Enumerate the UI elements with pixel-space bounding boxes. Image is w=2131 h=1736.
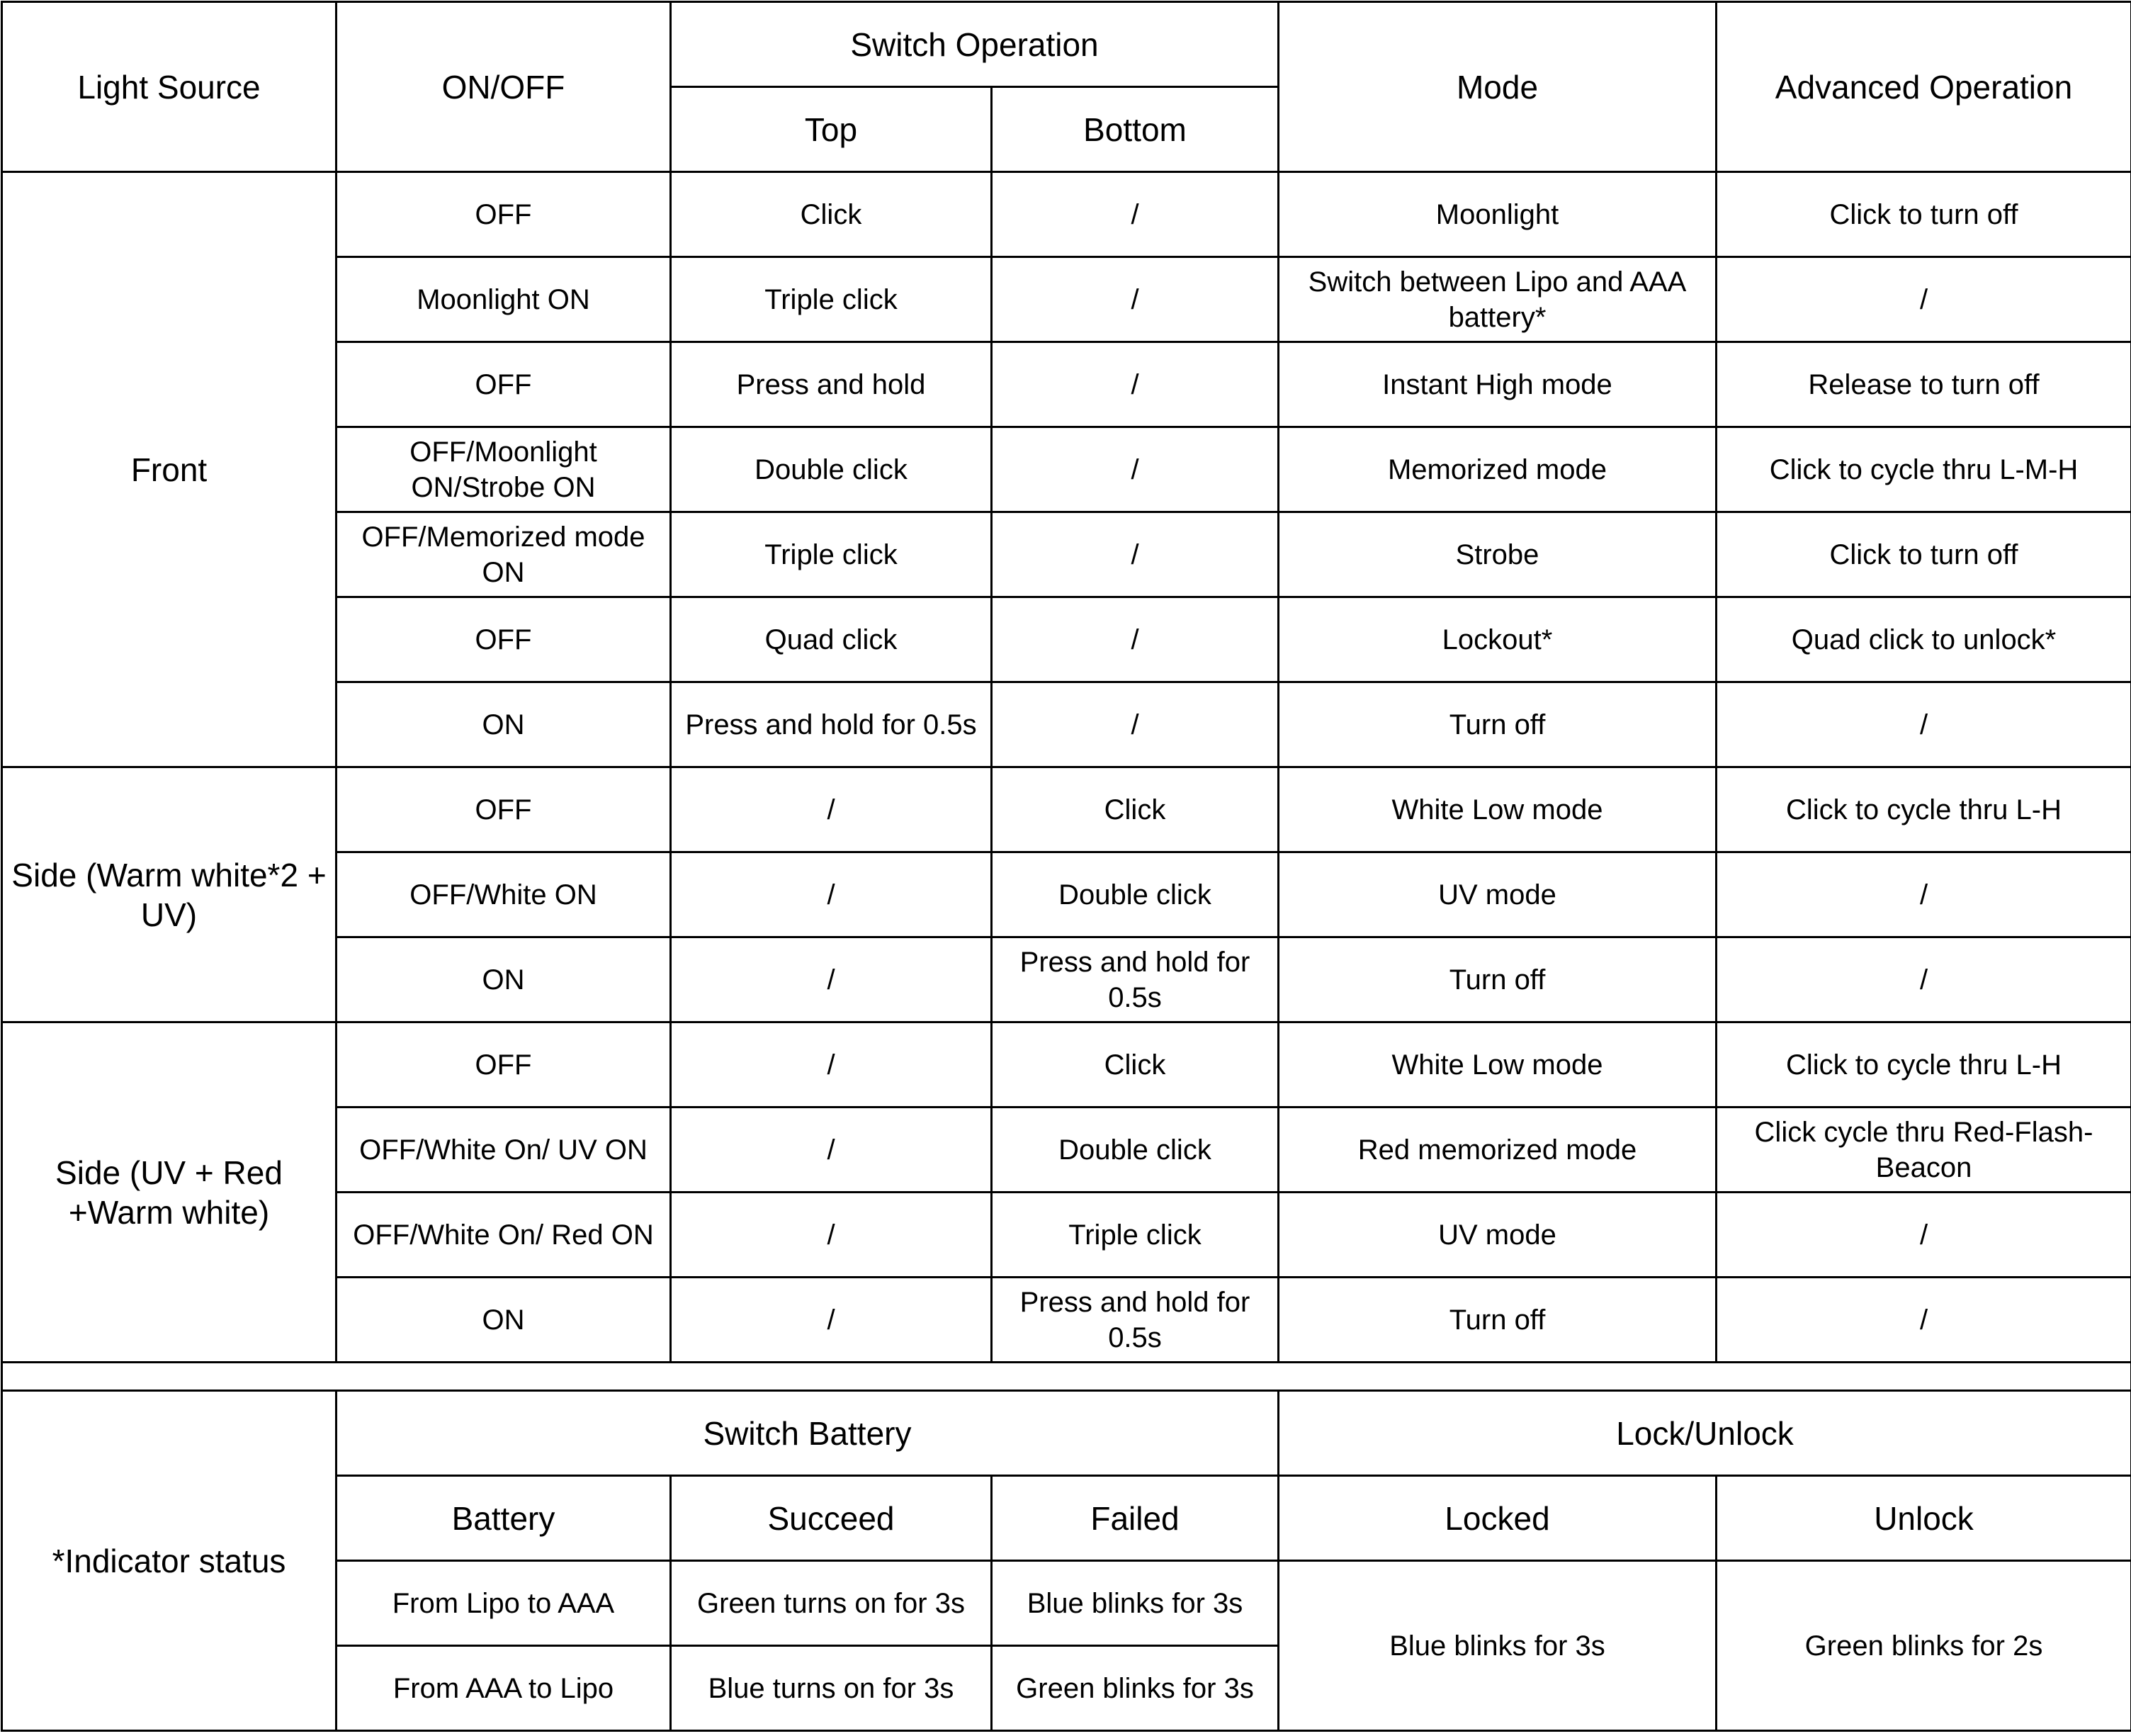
top-switch-cell: Press and hold [671, 342, 992, 427]
on-off-cell: ON [337, 682, 671, 767]
table-row [2, 767, 2131, 852]
mode-cell: White Low mode [1279, 767, 1717, 852]
succeed-cell: Blue turns on for 3s [671, 1646, 992, 1731]
bottom-switch-cell: / [992, 597, 1279, 682]
advanced-cell: Release to turn off [1717, 342, 2131, 427]
on-off-cell: OFF/White On/ UV ON [337, 1107, 671, 1193]
bottom-switch-cell: / [992, 682, 1279, 767]
advanced-cell: / [1717, 682, 2131, 767]
top-switch-cell: / [671, 937, 992, 1022]
advanced-cell: Quad click to unlock* [1717, 597, 2131, 682]
on-off-cell: OFF [337, 597, 671, 682]
bottom-switch-cell: Triple click [992, 1193, 1279, 1278]
bottom-switch-cell: / [992, 257, 1279, 342]
mode-cell: Memorized mode [1279, 427, 1717, 512]
header-row [2, 2, 2131, 87]
operation-table [1, 1, 2131, 1732]
table-row [2, 1022, 2131, 1107]
light-source-cell: Side (Warm white*2 + UV) [2, 767, 337, 1022]
spacer-cell [2, 1363, 2131, 1391]
mode-cell: Instant High mode [1279, 342, 1717, 427]
mode-cell: Switch between Lipo and AAA battery* [1279, 257, 1717, 342]
battery-header: Battery [337, 1476, 671, 1561]
bottom-switch-cell: Click [992, 1022, 1279, 1107]
advanced-cell: / [1717, 1278, 2131, 1363]
advanced-cell: / [1717, 852, 2131, 937]
on-off-cell: OFF/Moonlight ON/Strobe ON [337, 427, 671, 512]
top-switch-cell: Triple click [671, 512, 992, 597]
advanced-cell: Click to turn off [1717, 172, 2131, 257]
on-off-cell: OFF [337, 1022, 671, 1107]
bottom-switch-cell: Press and hold for 0.5s [992, 1278, 1279, 1363]
mode-cell: White Low mode [1279, 1022, 1717, 1107]
advanced-cell: / [1717, 257, 2131, 342]
light-source-cell: Side (UV + Red +Warm white) [2, 1022, 337, 1363]
table-row [2, 172, 2131, 257]
top-switch-cell: Triple click [671, 257, 992, 342]
mode-cell: Strobe [1279, 512, 1717, 597]
top-switch-cell: / [671, 767, 992, 852]
mode-cell: Turn off [1279, 1278, 1717, 1363]
on-off-cell: OFF/Memorized mode ON [337, 512, 671, 597]
on-off-cell: Moonlight ON [337, 257, 671, 342]
on-off-cell: OFF/White On/ Red ON [337, 1193, 671, 1278]
indicator-status-label: *Indicator status [2, 1391, 337, 1731]
on-off-cell: OFF [337, 767, 671, 852]
advanced-cell: Click to cycle thru L-H [1717, 1022, 2131, 1107]
top-switch-cell: / [671, 1193, 992, 1278]
advanced-cell: / [1717, 1193, 2131, 1278]
bottom-switch-cell: Click [992, 767, 1279, 852]
advanced-cell: Click to cycle thru L-M-H [1717, 427, 2131, 512]
top-switch-cell: / [671, 1107, 992, 1193]
header-bottom: Bottom [992, 87, 1279, 172]
mode-cell: UV mode [1279, 852, 1717, 937]
mode-cell: Red memorized mode [1279, 1107, 1717, 1193]
failed-cell: Green blinks for 3s [992, 1646, 1279, 1731]
top-switch-cell: / [671, 1278, 992, 1363]
on-off-cell: OFF [337, 342, 671, 427]
bottom-switch-cell: / [992, 172, 1279, 257]
unlock-cell: Green blinks for 2s [1717, 1561, 2131, 1731]
bottom-switch-cell: / [992, 427, 1279, 512]
bottom-switch-cell: Double click [992, 1107, 1279, 1193]
top-switch-cell: Click [671, 172, 992, 257]
mode-cell: Turn off [1279, 682, 1717, 767]
advanced-cell: Click cycle thru Red-Flash-Beacon [1717, 1107, 2131, 1193]
bottom-switch-cell: Double click [992, 852, 1279, 937]
lock-unlock-header: Lock/Unlock [1279, 1391, 2131, 1476]
locked-header: Locked [1279, 1476, 1717, 1561]
top-switch-cell: Press and hold for 0.5s [671, 682, 992, 767]
top-switch-cell: Double click [671, 427, 992, 512]
header-advanced-operation: Advanced Operation [1717, 2, 2131, 172]
advanced-cell: Click to cycle thru L-H [1717, 767, 2131, 852]
mode-cell: Lockout* [1279, 597, 1717, 682]
mode-cell: Moonlight [1279, 172, 1717, 257]
switch-battery-header: Switch Battery [337, 1391, 1279, 1476]
header-top: Top [671, 87, 992, 172]
top-switch-cell: Quad click [671, 597, 992, 682]
on-off-cell: ON [337, 937, 671, 1022]
bottom-switch-cell: Press and hold for 0.5s [992, 937, 1279, 1022]
indicator-header-row [2, 1391, 2131, 1476]
header-light-source: Light Source [2, 2, 337, 172]
on-off-cell: OFF [337, 172, 671, 257]
advanced-cell: / [1717, 937, 2131, 1022]
advanced-cell: Click to turn off [1717, 512, 2131, 597]
succeed-cell: Green turns on for 3s [671, 1561, 992, 1646]
header-on-off: ON/OFF [337, 2, 671, 172]
on-off-cell: OFF/White ON [337, 852, 671, 937]
mode-cell: Turn off [1279, 937, 1717, 1022]
succeed-header: Succeed [671, 1476, 992, 1561]
failed-header: Failed [992, 1476, 1279, 1561]
mode-cell: UV mode [1279, 1193, 1717, 1278]
battery-cell: From AAA to Lipo [337, 1646, 671, 1731]
top-switch-cell: / [671, 852, 992, 937]
spacer-row [2, 1363, 2131, 1391]
bottom-switch-cell: / [992, 342, 1279, 427]
battery-cell: From Lipo to AAA [337, 1561, 671, 1646]
top-switch-cell: / [671, 1022, 992, 1107]
on-off-cell: ON [337, 1278, 671, 1363]
header-mode: Mode [1279, 2, 1717, 172]
bottom-switch-cell: / [992, 512, 1279, 597]
header-switch-operation: Switch Operation [671, 2, 1279, 87]
light-source-cell: Front [2, 172, 337, 767]
failed-cell: Blue blinks for 3s [992, 1561, 1279, 1646]
unlock-header: Unlock [1717, 1476, 2131, 1561]
locked-cell: Blue blinks for 3s [1279, 1561, 1717, 1731]
